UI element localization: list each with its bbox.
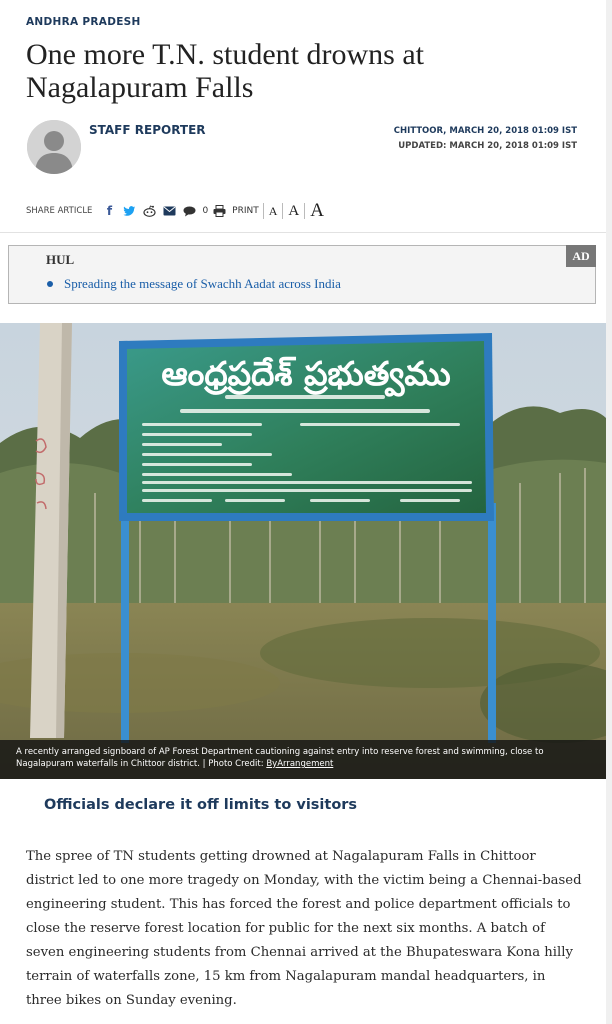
caption-text: A recently arranged signboard of AP Forest Department cautioning against entry into reserve forest and swimming, close to Nagalapuram waterfalls in Chittoor district. (16, 747, 544, 769)
reddit-icon[interactable] (142, 203, 156, 219)
print-icon[interactable] (212, 203, 226, 219)
comment-icon[interactable] (182, 203, 196, 219)
comment-count[interactable]: 0 (202, 206, 209, 216)
updated-date: UPDATED: MARCH 20, 2018 01:09 IST (398, 141, 577, 151)
font-size-small-button[interactable]: A (263, 203, 283, 219)
author-avatar (27, 120, 81, 174)
credit-prefix: | Photo Credit: (202, 759, 264, 769)
share-label: SHARE ARTICLE (26, 206, 93, 216)
article-headline: One more T.N. student drowns at Nagalapuram Falls (26, 38, 424, 104)
font-size-medium-button[interactable]: A (282, 203, 304, 219)
ad-container[interactable] (8, 245, 596, 304)
photo-credit-link[interactable]: ByArrangement (266, 759, 334, 769)
photo-caption (0, 740, 606, 779)
author-name[interactable]: STAFF REPORTER (89, 123, 206, 137)
person-silhouette-icon (27, 120, 81, 174)
page-right-edge (606, 0, 612, 1024)
article-body-paragraph: The spree of TN students getting drowned at Nagalapuram Falls in Chittoor district led to one more tragedy on Monday, with the victim being a Chennai-based engineering student. This has forced the forest and police department officials to close the reserve forest location for public for the next six months. A batch of seven engineering students from Chennai arrived at the Bhupateswara Kona hilly terrain of waterfalls zone, 15 km from Nagalapuram mandal headquarters, in three bikes on Sunday evening. (26, 849, 582, 1008)
bullet-icon (47, 281, 53, 287)
share-bar (26, 199, 329, 223)
section-label[interactable]: ANDHRA PRADESH (26, 16, 141, 28)
dateline-block (394, 124, 577, 154)
signboard-photo (0, 323, 606, 779)
email-icon[interactable] (162, 203, 176, 219)
article-subheading: Officials declare it off limits to visitors (44, 797, 358, 813)
article-photo[interactable] (0, 323, 606, 779)
ad-link[interactable] (47, 276, 341, 292)
ad-badge: AD (566, 245, 596, 267)
header-divider (0, 232, 606, 233)
ad-brand: HUL (46, 252, 75, 267)
facebook-icon[interactable]: f (106, 204, 113, 218)
font-size-large-button[interactable]: A (304, 203, 329, 219)
sign-title: ఆంధ్రప్రదేశ్ ప్రభుత్వము (161, 354, 451, 393)
ad-link-text[interactable]: Spreading the message of Swachh Aadat across India (64, 276, 341, 291)
print-link[interactable]: PRINT (232, 206, 259, 216)
published-date: CHITTOOR, MARCH 20, 2018 01:09 IST (393, 126, 577, 136)
twitter-icon[interactable] (122, 203, 136, 219)
